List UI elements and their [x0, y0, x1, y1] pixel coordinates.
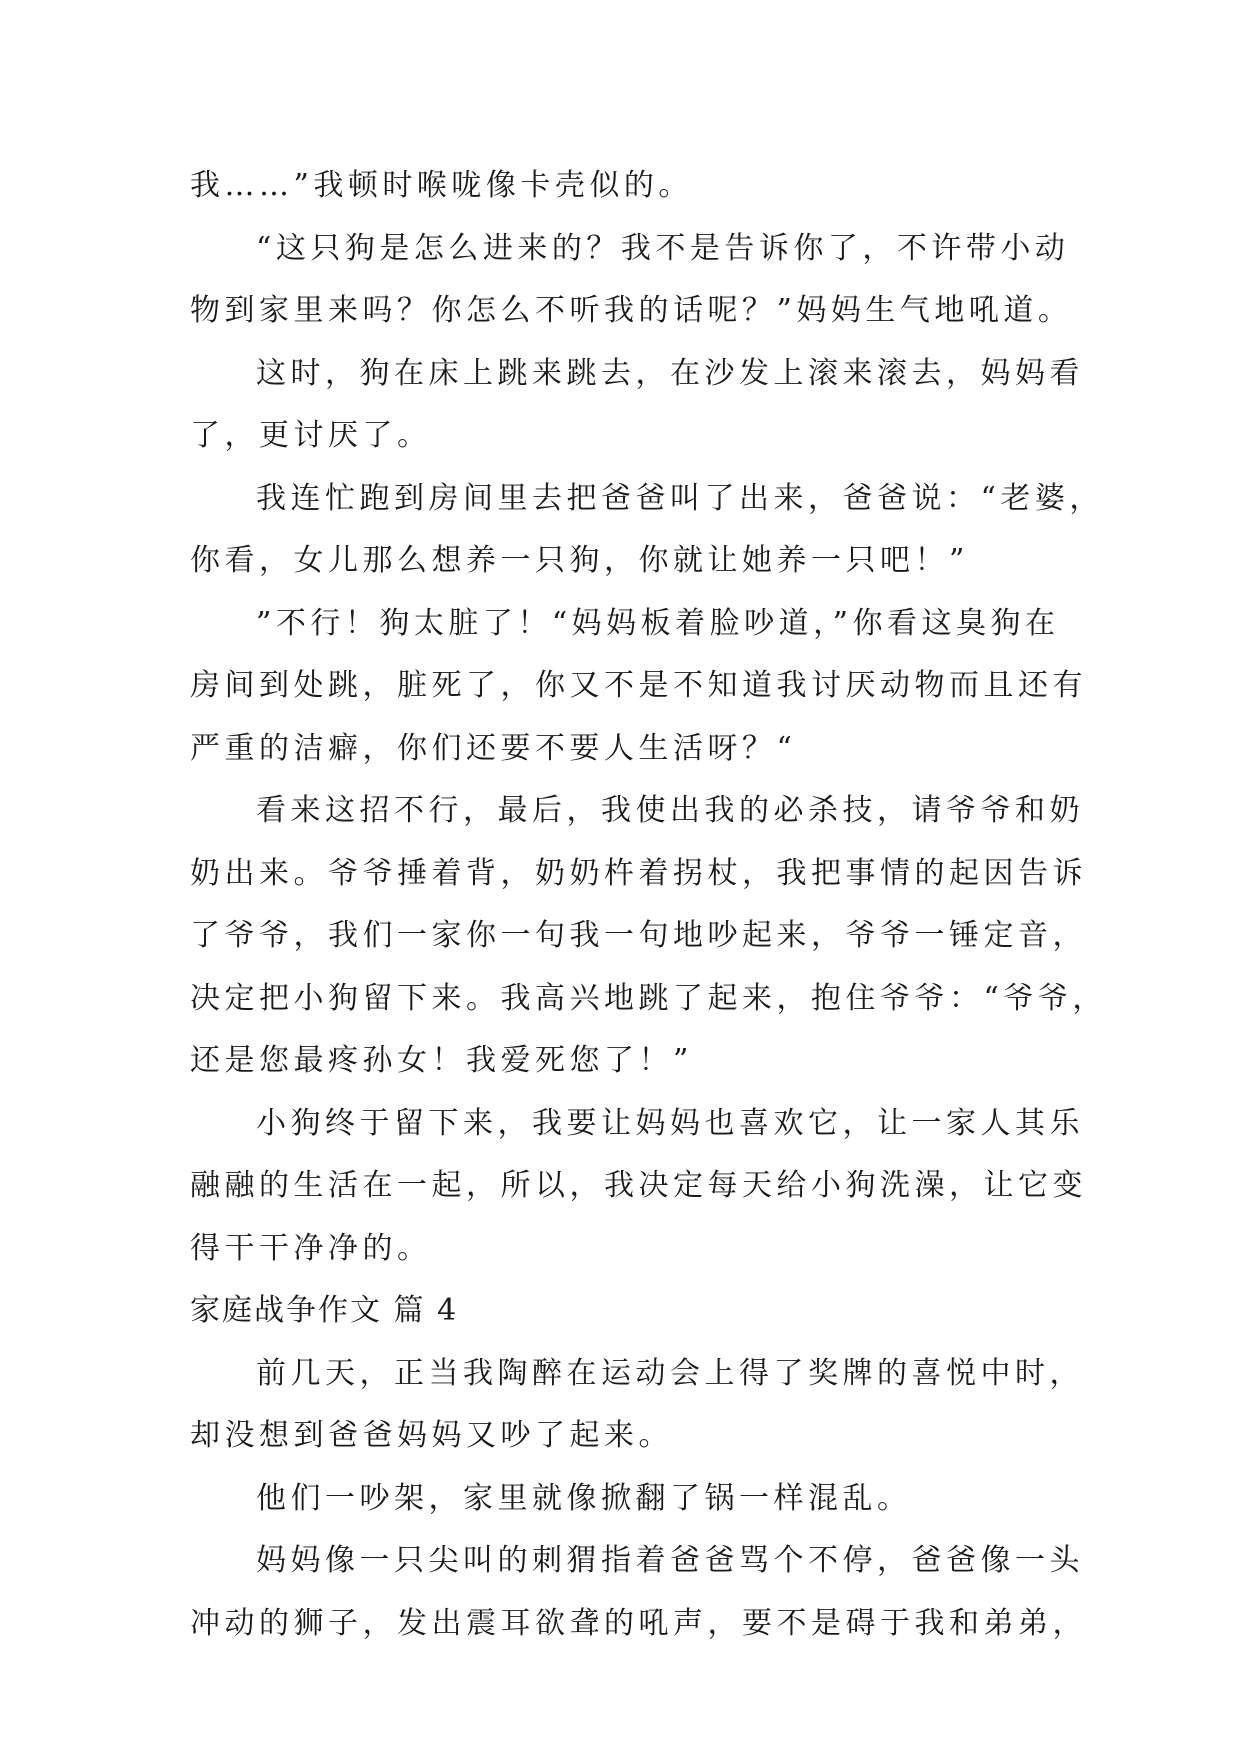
paragraph-line: 奶出来。爷爷捶着背，奶奶杵着拐杖，我把事情的起因告诉 — [190, 855, 1087, 891]
paragraph-line: 了，更讨厌了。 — [190, 418, 432, 453]
paragraph-line: 物到家里来吗？你怎么不听我的话呢？”妈妈生气地吼道。 — [190, 293, 1073, 328]
paragraph-line: 了爷爷，我们一家你一句我一句地吵起来，爷爷一锤定音， — [190, 918, 1087, 953]
paragraph-line: 小狗终于留下来，我要让妈妈也喜欢它，让一家人其乐 — [256, 1105, 1084, 1141]
paragraph-line: 我连忙跑到房间里去把爸爸叫了出来，爸爸说：“老婆， — [256, 480, 1104, 516]
paragraph-line: 冲动的狮子，发出震耳欲聋的吼声，要不是碍于我和弟弟， — [190, 1605, 1087, 1641]
paragraph-line: 看来这招不行，最后，我使出我的必杀技，请爷爷和奶 — [256, 793, 1084, 828]
paragraph-line: 他们一吵架，家里就像掀翻了锅一样混乱。 — [256, 1480, 912, 1516]
paragraph-line: 决定把小狗留下来。我高兴地跳了起来，抱住爷爷：“爷爷， — [190, 980, 1107, 1016]
paragraph-line: 妈妈像一只尖叫的刺猬指着爸爸骂个不停，爸爸像一头 — [256, 1543, 1084, 1578]
paragraph-line: 房间到处跳，脏死了，你又不是不知道我讨厌动物而且还有 — [190, 668, 1087, 703]
document-body — [190, 155, 1107, 1655]
paragraph-line: 我……”我顿时喉咙像卡壳似的。 — [190, 168, 693, 203]
section-heading: 家庭战争作文 篇 4 — [190, 1293, 459, 1328]
paragraph-line: 还是您最疼孙女！我爱死您了！” — [190, 1043, 693, 1078]
paragraph-line: ”不行！狗太脏了！“妈妈板着脸吵道，”你看这臭狗在 — [256, 605, 1060, 641]
paragraph-line: 这时，狗在床上跳来跳去，在沙发上滚来滚去，妈妈看 — [256, 355, 1084, 391]
paragraph-line: 却没想到爸爸妈妈又吵了起来。 — [190, 1418, 673, 1453]
paragraph-line: 你看，女儿那么想养一只狗，你就让她养一只吧！” — [190, 543, 969, 578]
paragraph-line: “这只狗是怎么进来的？我不是告诉你了，不许带小动 — [256, 230, 1070, 266]
paragraph-line: 严重的洁癖，你们还要不要人生活呀？“ — [190, 730, 797, 766]
paragraph-line: 得干干净净的。 — [190, 1230, 432, 1266]
paragraph-line: 融融的生活在一起，所以，我决定每天给小狗洗澡，让它变 — [190, 1168, 1087, 1203]
paragraph-line: 前几天，正当我陶醉在运动会上得了奖牌的喜悦中时， — [256, 1355, 1084, 1391]
